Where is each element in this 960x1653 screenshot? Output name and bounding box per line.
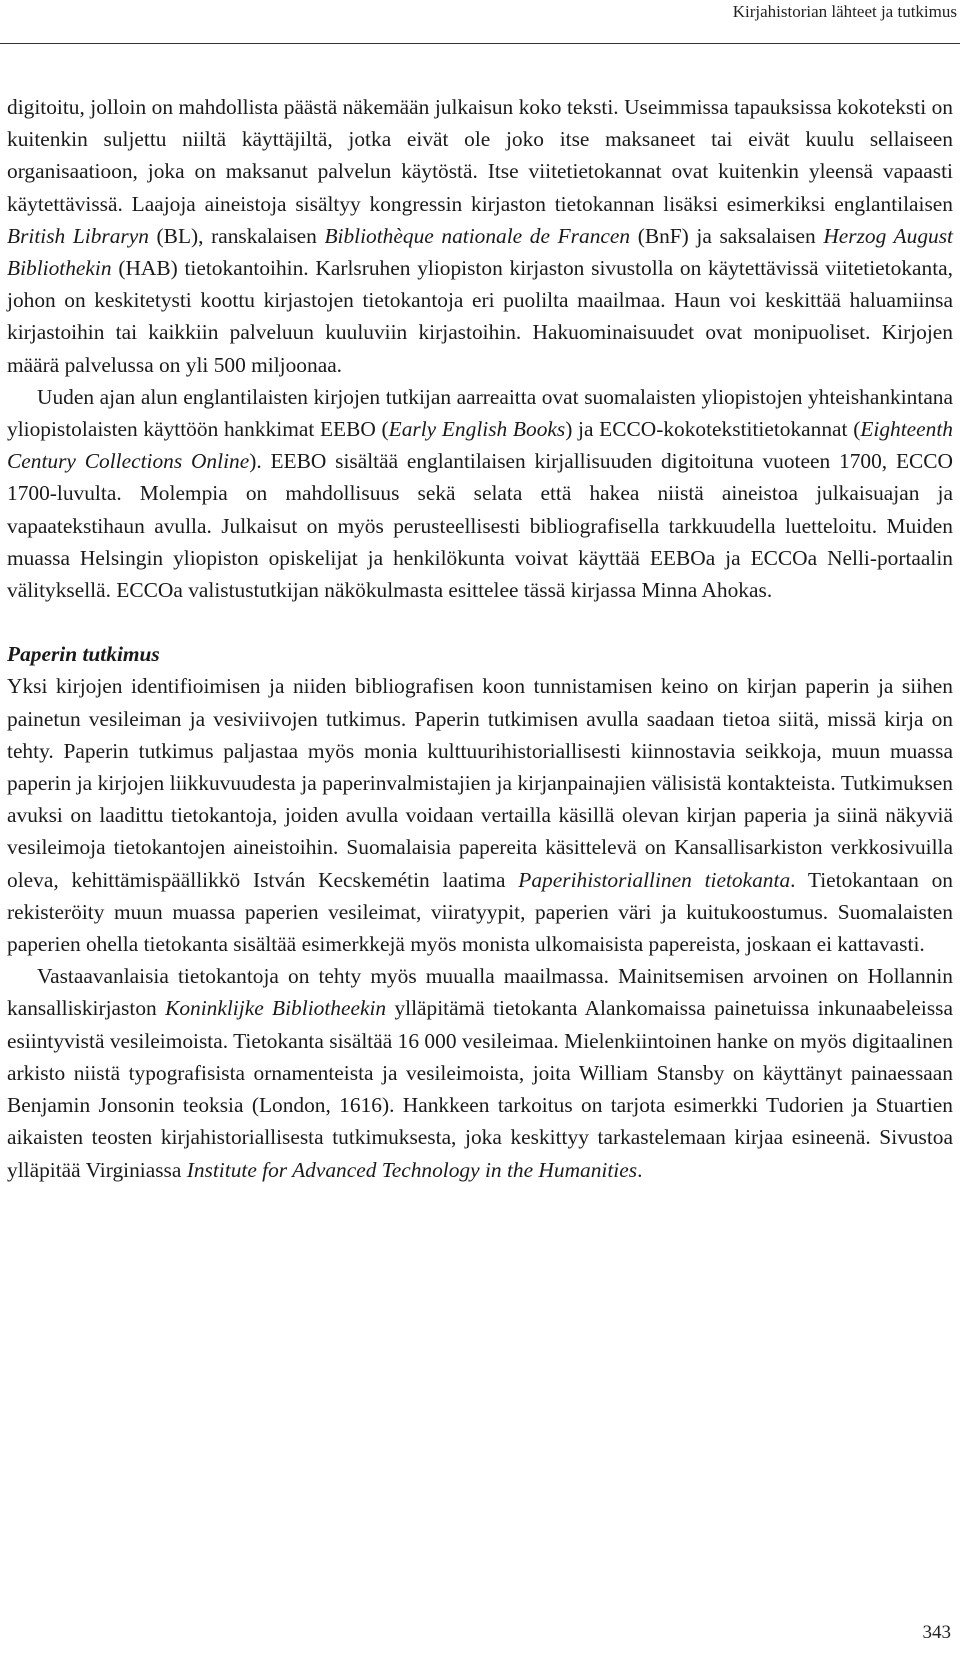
paragraph-eebo-ecco: Uuden ajan alun englantilaisten kirjojen tutkijan aarreaitta ovat suomalaisten yliopistojen yhteishankintana yliopistolaisten käyttöön hankkimat EEBO (Early English Books) ja ECCO-kokotekstitietokannat (Eighteenth Century Collections Online). EEBO sisältää englantilaisen kirjallisuuden digitoituna vuoteen 1700, ECCO 1700-luvulta. Molempia on mahdollisuus sekä selata että hakea niistä aineistoa julkaisuajan ja vapaatekstihaun avulla. Julkaisut on myös perusteellisesti bibliografisella tarkkuudella luetteloitu. Muiden muassa Helsingin yliopiston opiskelijat ja henkilökunta voivat käyttää EEBOa ja ECCOa Nelli-portaalin välityksellä. ECCOa valistustutkijan näkökulmasta esittelee tässä kirjassa Minna Ahokas. xyxy=(7,384,953,603)
italic-early-english-books: Early English Books xyxy=(388,417,566,442)
italic-bnf: Bibliothèque nationale de Francen xyxy=(324,223,631,248)
italic-paper-database: Paperihistoriallinen tietokanta xyxy=(518,867,791,892)
paragraph-databases: digitoitu, jolloin on mahdollista päästä näkemään julkaisun koko teksti. Useimmissa tapauksissa kokoteksti on kuitenkin suljettu niiltä käyttäjiltä, jotka eivät ole joko itse maksaneet tai eivät kuulu sellaiseen organisaatioon, joka on maksanut palvelun käytöstä. Itse viitetietokannat ovat kuitenkin yleensä vapaasti käytettävissä. Laajoja aineistoja sisältyy kongressin kirjaston tietokannan lisäksi esimerkiksi englantilaisen British Libraryn (BL), ranskalaisen Bibliothèque nationale de Francen (BnF) ja saksalaisen Herzog August Bibliothekin (HAB) tietokantoihin. Karlsruhen yliopiston kirjaston sivustolla on käytettävissä viitetietokanta, johon on keskitetysti koottu kirjastojen tietokantoja eri puolilta maailmaa. Haun voi keskittää haluamiinsa kirjastoihin tai kaikkiin palveluun kuuluviin kirjastoihin. Hakuominaisuudet ovat monipuoliset. Kirjojen määrä palvelussa on yli 500 miljoonaa. xyxy=(7,95,953,377)
section-heading: Paperin tutkimus xyxy=(7,642,160,667)
page-body xyxy=(7,91,953,1186)
italic-koninklijke-bibliotheek: Koninklijke Bibliotheekin xyxy=(165,996,387,1021)
italic-british-library: British Libraryn xyxy=(7,223,149,248)
italic-institute: Institute for Advanced Technology in the Humanities xyxy=(186,1157,638,1182)
italic-hab: Herzog August Bibliothekin xyxy=(7,223,953,281)
paragraph-paper-research: Yksi kirjojen identifioimisen ja niiden bibliografisen koon tunnistamisen keino on kirjan paperin ja siihen painetun vesileiman ja vesiviivojen tutkimus. Paperin tutkimisen avulla saadaan tietoa siitä, missä kirja on tehty. Paperin tutkimus paljastaa myös monia kulttuurihistoriallisesti kiinnostavia seikkoja, muun muassa paperin ja kirjojen liikkuvuudesta ja paperinvalmistajien ja kirjanpainajien välisistä kontakteista. Tutkimuksen avuksi on laadittu tietokantoja, joiden avulla voidaan vertailla käsillä olevan kirjan paperia ja siinä näkyviä vesileimoja tietokantojen aineistoihin. Suomalaisia papereita käsittelevä on Kansallisarkiston verkkosivuilla oleva, kehittämispäällikkö István Kecskemétin laatima Paperihistoriallinen tietokanta. Tietokantaan on rekisteröity muun muassa paperien vesileimat, viiratyypit, paperien väri ja kuitukoostumus. Suomalaisten paperien ohella tietokanta sisältää esimerkkejä myös monista ulkomaisista papereista, joskaan ei kattavasti. xyxy=(7,674,953,957)
italic-ecco: Eighteenth Century Collections Online xyxy=(7,417,953,474)
running-title: Kirjahistorian lähteet ja tutkimus xyxy=(732,2,957,21)
running-header xyxy=(0,0,960,44)
page-number: 343 xyxy=(922,1622,951,1643)
paragraph-watermark-databases: Vastaavanlaisia tietokantoja on tehty myös muualla maailmassa. Mainitsemisen arvoinen on Hollannin kansalliskirjaston Koninklijke Bibliotheekin ylläpitämä tietokanta Alankomaissa painetuissa inkunaabeleissa esiintyvistä vesileimoista. Tietokanta sisältää 16 000 vesileimaa. Mielenkiintoinen hanke on myös digitaalinen arkisto niistä typografisista ornamenteista ja vesileimoista, joita William Stansby on käyttänyt painaessaan Benjamin Jonsonin teoksia (London, 1616). Hankkeen tarkoitus on tarjota esimerkki Tudorien ja Stuartien aikaisten teosten kirjahistoriallisesta tutkimuksesta, joka keskittyy tarkastelemaan kirjaa esineenä. Sivustoa ylläpitää Virginiassa Institute for Advanced Technology in the Humanities. xyxy=(7,964,953,1182)
